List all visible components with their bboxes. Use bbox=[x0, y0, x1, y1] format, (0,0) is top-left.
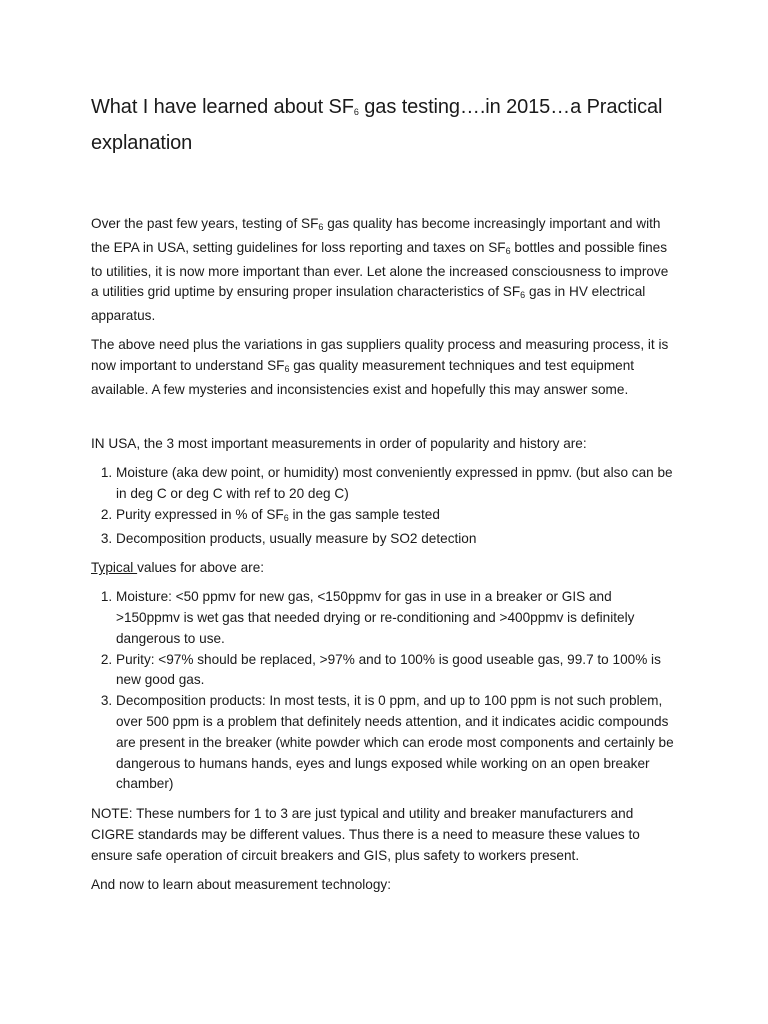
list-item: 2. Purity expressed in % of $SF_6$ in the gas sample tested bbox=[116, 505, 676, 529]
list-item: 3. Decomposition products: In most tests, it is 0 ppm, and up to 100 ppm is not such problem, over 500 ppm is a problem that definitely needs attention, and it indicates acidic compounds are present in the breaker (white powder which can erode most components and certainly be dangerous to humans hands, eyes and lungs exposed while working on an open breaker chamber) bbox=[116, 691, 676, 795]
typical-values-list bbox=[91, 587, 676, 795]
list-item: 3. Decomposition products, usually measure by SO2 detection bbox=[116, 529, 676, 550]
list-item: 2. Purity: <97% should be replaced, >97% and to 100% is good useable gas, 99.7 to 100% is new good gas. bbox=[116, 650, 676, 692]
list-item: 1. Moisture: <50 ppmv for new gas, <150ppmv for gas in use in a breaker or GIS and >150ppmv is wet gas that needed drying or re-conditioning and >400ppmv is definitely dangerous to use. bbox=[116, 587, 676, 649]
document-title bbox=[91, 92, 676, 159]
note-paragraph: NOTE: These numbers for 1 to 3 are just typical and utility and breaker manufacturers and CIGRE standards may be different values. Thus there is a need to measure these values to ensure safe operation of circuit breakers and GIS, plus safety to workers present. bbox=[91, 806, 640, 863]
title-text-rest: gas testing….in 2015…a Practical explanation bbox=[91, 96, 663, 154]
closing-paragraph: And now to learn about measurement technology: bbox=[91, 876, 392, 892]
measurements-intro: IN USA, the 3 most important measurements in order of popularity and history are: bbox=[91, 436, 587, 452]
need-paragraph: The above need plus the variations in gas suppliers quality process and measuring process, it is now important to understand $SF_6$ gas quality measurement techniques and test equipment available. A few mysteries and inconsistencies exist and hopefully this may answer some. bbox=[91, 336, 669, 397]
title-text: What I have learned about SF bbox=[91, 96, 354, 118]
typical-values-intro: Typical values for above are: bbox=[91, 560, 265, 576]
measurements-list bbox=[91, 463, 676, 549]
list-item: 1. Moisture (aka dew point, or humidity) most conveniently expressed in ppmv. (but also can be in deg C or deg C with ref to 20 deg C) bbox=[116, 463, 676, 505]
title-subscript: 6 bbox=[353, 107, 359, 117]
intro-paragraph: Over the past few years, testing of $SF_6$ gas quality has become increasingly important and with the EPA in USA, setting guidelines for loss reporting and taxes on $SF_6$ bottles and possible fines to utilities, it is now more important than ever. Let alone the increased consciousness to improve a utilities grid uptime by ensuring proper insulation characteristics of $SF_6$ gas in HV electrical apparatus. bbox=[91, 216, 669, 324]
